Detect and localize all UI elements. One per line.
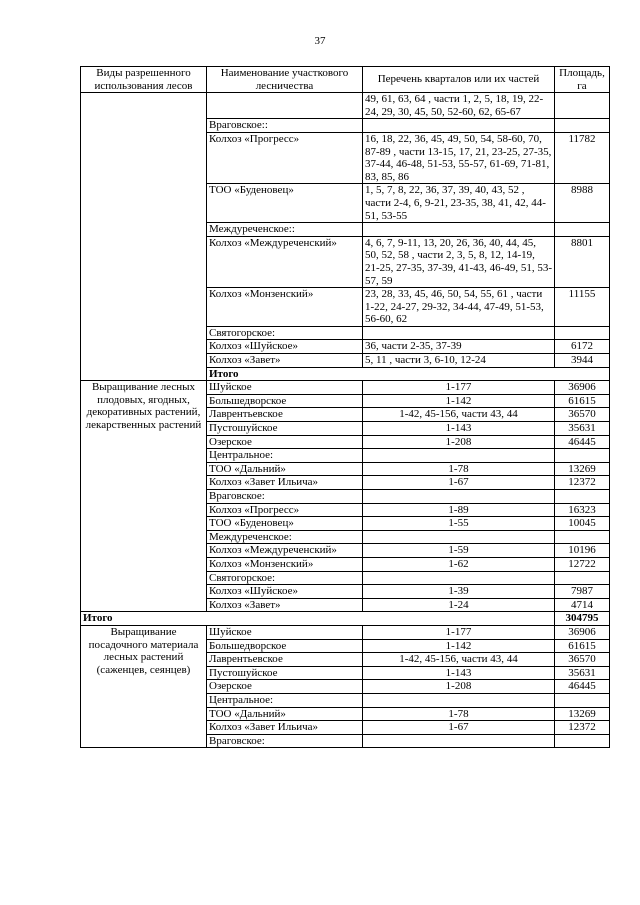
forestry-name-cell: Междуреченское:	[207, 530, 363, 544]
section-planting-material	[81, 625, 610, 747]
total-label: Итого	[81, 612, 555, 626]
area-cell	[555, 734, 610, 748]
area-cell: 36570	[555, 408, 610, 422]
quarters-cell	[363, 734, 555, 748]
quarters-cell: 1-78	[363, 707, 555, 721]
forestry-name-cell: Шуйское	[207, 381, 363, 395]
quarters-cell	[363, 530, 555, 544]
forestry-name-cell: Святогорское:	[207, 571, 363, 585]
forestry-name-cell: Колхоз «Монзенский»	[207, 557, 363, 571]
area-cell: 46445	[555, 435, 610, 449]
quarters-cell: 1-177	[363, 625, 555, 639]
use-type-cell: Выращивание лесных плодовых, ягодных, декоративных растений, лекарственных растений	[81, 381, 207, 612]
forestry-name-cell: Колхоз «Прогресс»	[207, 503, 363, 517]
forestry-name-cell: Пустошуйское	[207, 422, 363, 436]
forestry-name-cell: Колхоз «Завет»	[207, 598, 363, 612]
header-area: Площадь, га	[555, 67, 610, 93]
forestry-name-cell: Враговское:	[207, 490, 363, 504]
forestry-name-cell	[207, 93, 363, 119]
quarters-cell: 1-59	[363, 544, 555, 558]
quarters-cell	[363, 693, 555, 707]
area-cell: 35631	[555, 422, 610, 436]
forestry-name-cell: ТОО «Дальний»	[207, 462, 363, 476]
quarters-cell: 1-67	[363, 476, 555, 490]
forestry-name-cell: Колхоз «Шуйское»	[207, 340, 363, 354]
quarters-cell: 1-142	[363, 639, 555, 653]
area-cell	[555, 571, 610, 585]
area-cell	[555, 223, 610, 237]
quarters-cell: 1-89	[363, 503, 555, 517]
area-cell: 36906	[555, 625, 610, 639]
quarters-cell: 49, 61, 63, 64 , части 1, 2, 5, 18, 19, 22-24, 29, 30, 45, 50, 52-60, 62, 65-67	[363, 93, 555, 119]
table-row	[81, 625, 610, 639]
area-cell	[555, 530, 610, 544]
quarters-cell: 1-208	[363, 435, 555, 449]
forestry-name-cell: Колхоз «Прогресс»	[207, 132, 363, 183]
forestry-name-cell: Шуйское	[207, 625, 363, 639]
area-cell: 11155	[555, 288, 610, 327]
area-cell: 3944	[555, 354, 610, 368]
table-row	[81, 381, 610, 395]
area-cell: 8801	[555, 236, 610, 287]
forestry-name-cell: Лаврентьевское	[207, 653, 363, 667]
header-row	[81, 67, 610, 93]
quarters-cell: 1-62	[363, 557, 555, 571]
area-cell: 12722	[555, 557, 610, 571]
area-cell: 36570	[555, 653, 610, 667]
area-cell	[555, 490, 610, 504]
quarters-cell: 1-67	[363, 721, 555, 735]
forestry-name-cell: Колхоз «Монзенский»	[207, 288, 363, 327]
use-type-cell: Выращивание посадочного материала лесных растений (саженцев, сеянцев)	[81, 625, 207, 747]
quarters-cell: 1-177	[363, 381, 555, 395]
total-label: Итого	[207, 367, 610, 381]
quarters-cell: 1-142	[363, 394, 555, 408]
area-cell	[555, 119, 610, 133]
quarters-cell: 1, 5, 7, 8, 22, 36, 37, 39, 40, 43, 52 , части 2-4, 6, 9-21, 23-35, 38, 41, 42, 44-51, 53-55	[363, 184, 555, 223]
section-fruit-berry-plants	[81, 381, 610, 626]
forestry-name-cell: Колхоз «Шуйское»	[207, 585, 363, 599]
quarters-cell	[363, 326, 555, 340]
area-cell: 10045	[555, 517, 610, 531]
header-forestry-name: Наименование участкового лесничества	[207, 67, 363, 93]
forestry-name-cell: Большедворское	[207, 639, 363, 653]
area-cell: 8988	[555, 184, 610, 223]
total-row	[81, 612, 610, 626]
forestry-name-cell: Озерское	[207, 435, 363, 449]
quarters-cell: 1-42, 45-156, части 43, 44	[363, 408, 555, 422]
quarters-cell	[363, 119, 555, 133]
forestry-name-cell: Центральное:	[207, 449, 363, 463]
forestry-name-cell: Колхоз «Междуреченский»	[207, 544, 363, 558]
use-type-cell	[81, 93, 207, 381]
total-value: 304795	[555, 612, 610, 626]
forestry-name-cell: Озерское	[207, 680, 363, 694]
forestry-name-cell: Междуреченское::	[207, 223, 363, 237]
area-cell	[555, 449, 610, 463]
forestry-name-cell: Лаврентьевское	[207, 408, 363, 422]
forestry-name-cell: Большедворское	[207, 394, 363, 408]
quarters-cell: 1-143	[363, 666, 555, 680]
forestry-name-cell: Колхоз «Завет Ильича»	[207, 476, 363, 490]
area-cell	[555, 93, 610, 119]
quarters-cell: 23, 28, 33, 45, 46, 50, 54, 55, 61 , части 1-22, 24-27, 29-32, 34-44, 47-49, 51-53, 56-60, 62	[363, 288, 555, 327]
forestry-name-cell: ТОО «Буденовец»	[207, 517, 363, 531]
quarters-cell: 5, 11 , части 3, 6-10, 12-24	[363, 354, 555, 368]
area-cell: 13269	[555, 462, 610, 476]
forestry-name-cell: ТОО «Буденовец»	[207, 184, 363, 223]
area-cell: 16323	[555, 503, 610, 517]
area-cell: 10196	[555, 544, 610, 558]
area-cell: 6172	[555, 340, 610, 354]
quarters-cell	[363, 571, 555, 585]
quarters-cell	[363, 490, 555, 504]
area-cell: 12372	[555, 721, 610, 735]
table-row	[81, 93, 610, 119]
quarters-cell	[363, 449, 555, 463]
quarters-cell: 1-42, 45-156, части 43, 44	[363, 653, 555, 667]
forestry-name-cell: ТОО «Дальний»	[207, 707, 363, 721]
quarters-cell: 16, 18, 22, 36, 45, 49, 50, 54, 58-60, 70, 87-89 , части 13-15, 17, 21, 23-25, 27-35, 37-44, 46-48, 51-53, 55-57, 61-69, 71-81, 83, 85, 86	[363, 132, 555, 183]
area-cell: 7987	[555, 585, 610, 599]
area-cell	[555, 326, 610, 340]
quarters-cell: 36, части 2-35, 37-39	[363, 340, 555, 354]
quarters-cell: 1-143	[363, 422, 555, 436]
area-cell: 35631	[555, 666, 610, 680]
forestry-name-cell: Враговское:	[207, 734, 363, 748]
header-quarters-list: Перечень кварталов или их частей	[363, 67, 555, 93]
area-cell: 11782	[555, 132, 610, 183]
forest-use-table	[80, 66, 610, 748]
area-cell: 46445	[555, 680, 610, 694]
quarters-cell: 1-78	[363, 462, 555, 476]
forestry-name-cell: Колхоз «Завет Ильича»	[207, 721, 363, 735]
quarters-cell: 1-55	[363, 517, 555, 531]
area-cell: 61615	[555, 394, 610, 408]
quarters-cell: 1-39	[363, 585, 555, 599]
area-cell: 4714	[555, 598, 610, 612]
forestry-name-cell: Колхоз «Междуреченский»	[207, 236, 363, 287]
header-use-type: Виды разрешенного использования лесов	[81, 67, 207, 93]
forestry-name-cell: Святогорское:	[207, 326, 363, 340]
forestry-name-cell: Центральное:	[207, 693, 363, 707]
area-cell: 36906	[555, 381, 610, 395]
quarters-cell	[363, 223, 555, 237]
quarters-cell: 1-208	[363, 680, 555, 694]
quarters-cell: 1-24	[363, 598, 555, 612]
area-cell	[555, 693, 610, 707]
forestry-name-cell: Колхоз «Завет»	[207, 354, 363, 368]
page-number: 37	[314, 35, 326, 47]
forestry-name-cell: Пустошуйское	[207, 666, 363, 680]
forestry-name-cell: Враговское::	[207, 119, 363, 133]
area-cell: 61615	[555, 639, 610, 653]
quarters-cell: 4, 6, 7, 9-11, 13, 20, 26, 36, 40, 44, 45, 50, 52, 58 , части 2, 3, 5, 8, 12, 14-19, 21-25, 27-35, 37-39, 41-43, 46-49, 51, 53-57, 59	[363, 236, 555, 287]
area-cell: 12372	[555, 476, 610, 490]
area-cell: 13269	[555, 707, 610, 721]
